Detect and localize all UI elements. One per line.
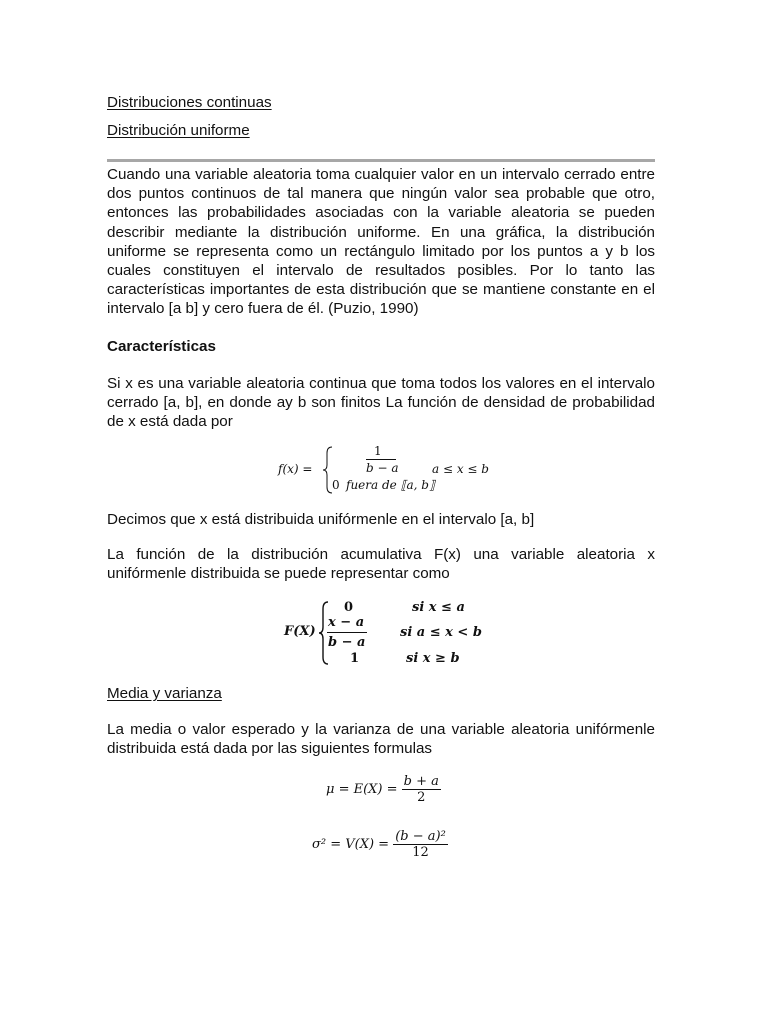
variance-numerator: (b − a)² [395,829,446,844]
mean-fraction [402,774,441,805]
density-case1-denominator: b − a [366,461,399,475]
uniform-statement: Decimos que x está distribuida unifórmenle en el intervalo [a, b] [107,511,535,528]
characteristics-paragraph: Si x es una variable aleatoria continua que toma todos los valores en el intervalo cerrado [a, b], en donde ay b son finitos La función de densidad de probabilidad de x está dada por [107,375,655,431]
cdf-case2-condition: si a ≤ x < b [400,625,482,640]
density-case1-numerator: 1 [374,444,382,458]
variance-fraction [393,829,448,860]
density-case1-condition: a ≤ x ≤ b [432,462,489,476]
density-case2-value: 0 [332,478,340,492]
variance-formula [312,829,448,860]
mean-numerator: b + a [403,774,439,789]
variance-formula-lhs: σ² = V(X) = [312,837,390,852]
cdf-case2-denominator: b − a [328,635,366,650]
left-brace-icon [318,601,330,665]
cdf-paragraph: La función de la distribución acumulativa F(x) una variable aleatoria x unifórmenle distribuida se puede representar como [107,546,655,583]
cdf-case1-value: 0 [344,600,354,615]
mean-formula-lhs: μ = E(X) = [326,782,398,797]
horizontal-divider [107,159,655,162]
cdf-case3-condition: si x ≥ b [406,651,460,666]
intro-paragraph: Cuando una variable aleatoria toma cualquier valor en un intervalo cerrado entre dos puntos continuos de tal manera que ningún valor sea probable que otro, entonces las probabilidades asociadas con la variable aleatoria se pueden describir mediante la distribución uniforme. En una gráfica, la distribución uniforme se representa como un rectángulo limitado por los puntos a y b los cuales constituyen el intervalo de resultados posibles. Por lo tanto las características importantes de esta distribución que se mantiene constante en el intervalo [a b] y cero fuera de él. (Puzio, 1990) [107,166,655,318]
cdf-formula [284,597,484,669]
cdf-case3-value: 1 [350,651,360,666]
mean-variance-paragraph: La media o valor esperado y la varianza de una variable aleatoria unifórmenle distribuida está dada por las siguientes formulas [107,721,655,758]
density-fraction-bar [366,459,396,460]
density-formula [278,443,498,495]
document-subtitle: Distribución uniforme [107,122,250,139]
density-case2-condition: fuera de ⟦a, b⟧ [346,478,435,492]
variance-denominator: 12 [412,845,429,860]
characteristics-heading: Características [107,338,216,355]
cdf-formula-lhs: F(X) [284,624,316,639]
cdf-case1-condition: si x ≤ a [412,600,465,615]
cdf-fraction-bar [327,632,367,633]
mean-variance-heading: Media y varianza [107,685,222,702]
document-title: Distribuciones continuas [107,94,272,111]
density-formula-lhs: f(x) = [278,462,313,476]
cdf-case2-numerator: x − a [328,615,365,630]
mean-denominator: 2 [417,790,426,805]
mean-formula [326,774,441,805]
